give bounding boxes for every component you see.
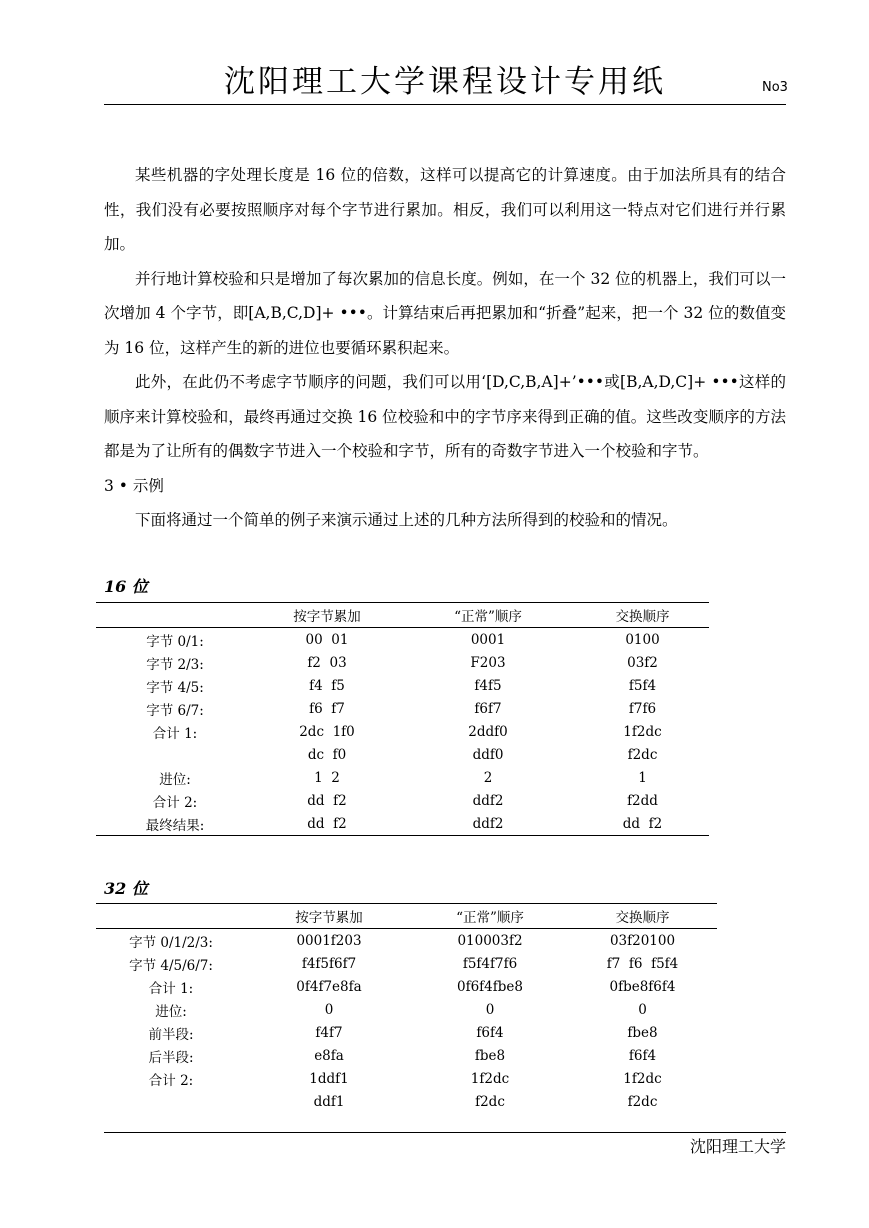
table-row xyxy=(96,1090,717,1113)
table-cell: ddf2 xyxy=(472,792,504,809)
paragraph-2: 并行地计算校验和只是增加了每次累加的信息长度。例如，在一个 32 位的机器上，我们可以一次增加 4 个字节，即[A,B,C,D]+ •••。计算结束后再把累加和“折叠”起来，把一个 32 位的数值变为 16 位，这样产生的新的进位也要循环累积起来。 xyxy=(104,269,786,357)
table-cell: 03f2 xyxy=(627,654,658,671)
table-cell: f4 f5 xyxy=(309,677,345,694)
table-cell: e8fa xyxy=(314,1047,344,1064)
table-cell: f7f6 xyxy=(628,700,657,717)
table-cell: dd f2 xyxy=(576,812,709,836)
table-row xyxy=(96,720,709,743)
table-row xyxy=(96,674,709,697)
table-cell: 0 xyxy=(485,1001,495,1018)
column-header: “正常”顺序 xyxy=(412,904,568,929)
table-cell: dc f0 xyxy=(307,746,347,763)
table-row xyxy=(96,628,709,652)
footer-text: 沈阳理工大学 xyxy=(689,1137,786,1156)
table-16bit xyxy=(96,602,709,836)
table-cell: f4f5f6f7 xyxy=(301,955,357,972)
table-row xyxy=(96,789,709,812)
paragraph-1: 某些机器的字处理长度是 16 位的倍数，这样可以提高它的计算速度。由于加法所具有的结合性，我们没有必要按照顺序对每个字节进行累加。相反，我们可以利用这一特点对它们进行并行累加。 xyxy=(104,166,786,253)
table-cell: 0001 xyxy=(470,631,506,648)
table-row xyxy=(96,812,709,836)
row-label xyxy=(96,743,254,766)
table-cell: f2dc xyxy=(627,1093,658,1110)
table-cell: f7 f6 f5f4 xyxy=(606,955,679,972)
table-cell: 0 xyxy=(324,1001,334,1018)
page-title: 沈阳理工大学课程设计专用纸 xyxy=(224,64,666,100)
table-32-caption: 32 位 xyxy=(104,879,148,898)
row-label: 合计 1: xyxy=(152,725,198,742)
table-cell: dd f2 xyxy=(254,812,400,836)
row-label: 字节 4/5/6/7: xyxy=(129,957,213,974)
table-cell: f2dd xyxy=(627,792,658,809)
table-cell: 1ddf1 xyxy=(309,1070,349,1087)
table-cell: 2ddf0 xyxy=(468,723,508,740)
table-row xyxy=(96,697,709,720)
header-divider xyxy=(104,104,786,105)
row-label xyxy=(96,1090,246,1113)
table-cell: f2 03 xyxy=(307,654,347,671)
table-cell: 0100 xyxy=(625,631,660,648)
row-label: 进位: xyxy=(159,771,191,788)
row-label: 字节 0/1/2/3: xyxy=(129,934,213,951)
table-cell: 0f6f4fbe8 xyxy=(457,978,523,995)
table-row xyxy=(96,766,709,789)
body-text xyxy=(104,158,786,538)
paragraph-4: 下面将通过一个简单的例子来演示通过上述的几种方法所得到的校验和的情况。 xyxy=(135,511,678,529)
row-label: 合计 1: xyxy=(148,980,194,997)
table-cell: 2 xyxy=(483,769,493,786)
table-cell: F203 xyxy=(470,654,506,671)
table-cell: 1f2dc xyxy=(470,1070,510,1087)
table-cell: 1 2 xyxy=(314,769,340,786)
table-cell: 00 01 xyxy=(305,631,349,648)
table-cell: 0fbe8f6f4 xyxy=(609,978,676,995)
table-cell: fbe8 xyxy=(627,1024,658,1041)
column-header: 交换顺序 xyxy=(576,603,709,628)
column-header xyxy=(96,603,254,628)
page-number: No3 xyxy=(762,80,788,95)
table-cell: 0001f203 xyxy=(296,932,362,949)
table-row xyxy=(96,1067,717,1090)
table-cell: f6f7 xyxy=(474,700,502,717)
row-label: 合计 2: xyxy=(152,794,198,811)
table-cell: ddf0 xyxy=(472,746,504,763)
row-label: 字节 2/3: xyxy=(146,656,204,673)
table-16-caption: 16 位 xyxy=(104,577,148,596)
table-cell: 010003f2 xyxy=(457,932,523,949)
table-row xyxy=(96,975,717,998)
table-cell: dd f2 xyxy=(307,792,347,809)
column-header: 按字节累加 xyxy=(246,904,412,929)
table-cell: 2dc 1f0 xyxy=(299,723,355,740)
table-row xyxy=(96,952,717,975)
paragraph-3: 此外，在此仍不考虑字节顺序的问题，我们可以用‘[D,C,B,A]+’•••或[B,A,D,C]+ •••这样的顺序来计算校验和，最终再通过交换 16 位校验和中的字节序来得到正确的值。这些改变顺序的方法都是为了让所有的偶数字节进入一个校验和字节，所有的奇数字节进入一个校验和字节。 xyxy=(104,373,786,460)
table-cell: 0 xyxy=(638,1001,647,1018)
table-cell: f2dc xyxy=(475,1093,505,1110)
row-label: 最终结果: xyxy=(96,812,254,836)
footer-divider xyxy=(104,1132,786,1133)
row-label: 后半段: xyxy=(148,1049,194,1066)
table-cell: f5f4f7f6 xyxy=(462,955,518,972)
table-cell: 0f4f7e8fa xyxy=(296,978,362,995)
table-cell: ddf1 xyxy=(313,1093,345,1110)
row-label: 合计 2: xyxy=(148,1072,194,1089)
row-label: 字节 6/7: xyxy=(146,702,204,719)
table-row xyxy=(96,998,717,1021)
row-label: 字节 4/5: xyxy=(146,679,204,696)
table-cell: 03f20100 xyxy=(609,932,676,949)
table-row xyxy=(96,1044,717,1067)
table-cell: fbe8 xyxy=(474,1047,506,1064)
table-cell: f6f4 xyxy=(476,1024,504,1041)
table-cell: 1 xyxy=(638,769,647,786)
column-header: “正常”顺序 xyxy=(400,603,576,628)
table-cell: f4f5 xyxy=(474,677,502,694)
column-header: 按字节累加 xyxy=(254,603,400,628)
section-heading: 3 • 示例 xyxy=(104,476,164,495)
row-label: 字节 0/1: xyxy=(146,633,204,650)
table-cell: 1f2dc xyxy=(623,723,662,740)
table-cell: f6 f7 xyxy=(309,700,345,717)
table-cell: f4f7 xyxy=(315,1024,343,1041)
row-label: 进位: xyxy=(155,1003,187,1020)
row-label: 前半段: xyxy=(148,1026,194,1043)
table-row xyxy=(96,1021,717,1044)
table-cell: f5f4 xyxy=(628,677,657,694)
table-row xyxy=(96,743,709,766)
table-cell: ddf2 xyxy=(400,812,576,836)
column-header xyxy=(96,904,246,929)
table-row xyxy=(96,651,709,674)
table-cell: f6f4 xyxy=(628,1047,657,1064)
table-cell: 1f2dc xyxy=(623,1070,662,1087)
table-row xyxy=(96,929,717,953)
table-cell: f2dc xyxy=(627,746,658,763)
column-header: 交换顺序 xyxy=(568,904,717,929)
table-32bit xyxy=(96,903,717,1113)
